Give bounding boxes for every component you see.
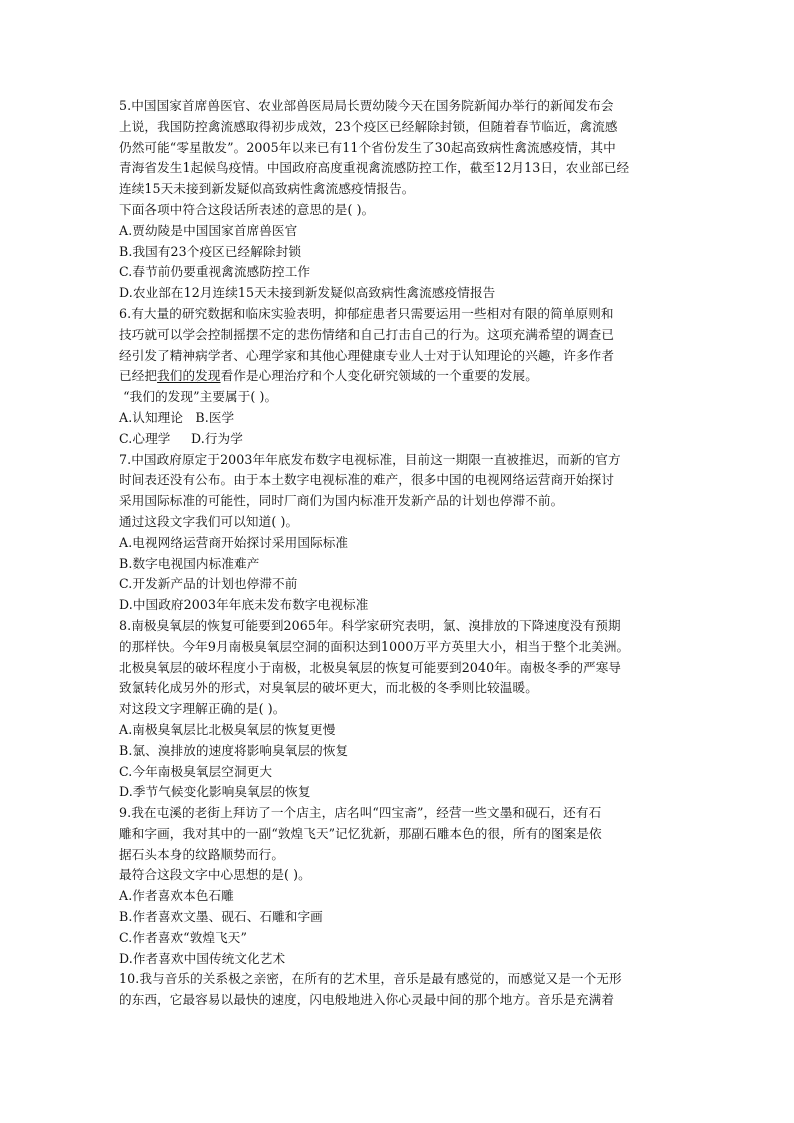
options-row-cd: C.心理学 D.行为学: [119, 430, 243, 446]
passage-line: 采用国际标准的可能性，同时厂商们为国内标准开发新产品的计划也停滞不前。: [119, 493, 564, 509]
option-a: A.南极臭氧层比北极臭氧层的恢复更慢: [119, 721, 336, 737]
passage-text: 看作是心理治疗和个人变化研究领域的一个重要的发展。: [220, 368, 538, 384]
passage-line: 6.有大量的研究数据和临床实验表明，抑郁症患者只需要运用一些相对有限的简单原则和: [119, 305, 614, 321]
options-row-ab: A.认知理论 B.医学: [119, 409, 235, 425]
passage-line: [119, 366, 679, 387]
option-d: D.作者喜欢中国传统文化艺术: [119, 950, 286, 966]
question-7: [119, 450, 679, 616]
passage-line: 雕和字画，我对其中的一副“敦煌飞天”记忆犹新，那副石雕本色的很，所有的图案是依: [119, 825, 602, 841]
option-a: A.作者喜欢本色石雕: [119, 888, 234, 904]
passage-line: 青海省发生1起候鸟疫情。中国政府高度重视禽流感防控工作，截至12月13日，农业部已经: [119, 160, 630, 176]
question-prompt: 对这段文字理解正确的是( )。: [119, 701, 286, 717]
question-6: [119, 304, 679, 450]
option-b: B.作者喜欢文墨、砚石、石雕和字画: [119, 909, 323, 925]
passage-text: 已经把: [119, 368, 158, 384]
underlined-phrase: 我们的发现: [157, 368, 221, 384]
passage-line: 的那样快。今年9月南极臭氧层空洞的面积达到1000万平方英里大小，相当于整个北美洲。: [119, 638, 630, 654]
option-d: D.季节气候变化影响臭氧层的恢复: [119, 784, 311, 800]
passage-line: 8.南极臭氧层的恢复可能要到2065年。科学家研究表明，氯、溴排放的下降速度没有预期: [119, 617, 621, 633]
question-8: [119, 616, 679, 803]
question-10: [119, 969, 679, 1011]
passage-line: 9.我在屯溪的老街上拜访了一个店主，店名叫“四宝斋”，经营一些文墨和砚石，还有石: [119, 805, 602, 821]
question-prompt: 下面各项中符合这段话所表述的意思的是( )。: [119, 201, 375, 217]
option-c: C.作者喜欢“敦煌飞天”: [119, 929, 248, 945]
document-page: [119, 96, 679, 1011]
question-prompt: 最符合这段文字中心思想的是( )。: [119, 867, 311, 883]
option-d: D.农业部在12月连续15天未接到新发疑似高致病性禽流感疫情报告: [119, 285, 496, 301]
question-prompt: “我们的发现”主要属于( )。: [119, 389, 278, 405]
passage-line: 技巧就可以学会控制摇摆不定的悲伤情绪和自己打击自己的行为。这项充满希望的调查已: [119, 326, 615, 342]
passage-line: 时间表还没有公布。由于本土数字电视标准的难产，很多中国的电视网络运营商开始探讨: [119, 472, 615, 488]
passage-line: 连续15天未接到新发疑似高致病性禽流感疫情报告。: [119, 181, 415, 197]
passage-line: 北极臭氧层的破坏程度小于南极，北极臭氧层的恢复可能要到2040年。南极冬季的严寒导: [119, 659, 622, 675]
option-c: C.今年南极臭氧层空洞更大: [119, 763, 273, 779]
question-9: [119, 803, 679, 969]
option-b: B.数字电视国内标准难产: [119, 555, 260, 571]
passage-line: 致氯转化成另外的形式，对臭氧层的破坏更大，而北极的冬季则比较温暖。: [119, 680, 538, 696]
option-c: C.春节前仍要重视禽流感防控工作: [119, 264, 311, 280]
passage-line: 据石头本身的纹路顺势而行。: [119, 846, 285, 862]
option-b: B.氯、溴排放的速度将影响臭氧层的恢复: [119, 742, 349, 758]
passage-line: 10.我与音乐的关系极之亲密，在所有的艺术里，音乐是最有感觉的，而感觉又是一个无形: [119, 971, 622, 987]
option-b: B.我国有23个疫区已经解除封锁: [119, 243, 302, 259]
question-prompt: 通过这段文字我们可以知道( )。: [119, 513, 299, 529]
option-c: C.开发新产品的计划也停滞不前: [119, 576, 298, 592]
passage-line: 经引发了精神病学者、心理学家和其他心理健康专业人士对于认知理论的兴趣，许多作者: [119, 347, 615, 363]
passage-line: 的东西，它最容易以最快的速度，闪电般地进入你心灵最中间的那个地方。音乐是充满着: [119, 992, 615, 1008]
passage-line: 7.中国政府原定于2003年年底发布数字电视标准，目前这一期限一直被推迟，而新的官方: [119, 451, 621, 467]
passage-line: 上说，我国防控禽流感取得初步成效，23个疫区已经解除封锁，但随着春节临近，禽流感: [119, 118, 618, 134]
option-a: A.贾幼陵是中国国家首席兽医官: [119, 222, 298, 238]
question-5: [119, 96, 679, 304]
passage-line: 仍然可能“零星散发”。2005年以来已有11个省份发生了30起高致病性禽流感疫情，其中: [119, 139, 616, 155]
option-a: A.电视网络运营商开始探讨采用国际标准: [119, 534, 349, 550]
option-d: D.中国政府2003年年底未发布数字电视标准: [119, 597, 369, 613]
passage-line: 5.中国国家首席兽医官、农业部兽医局局长贾幼陵今天在国务院新闻办举行的新闻发布会: [119, 98, 614, 113]
